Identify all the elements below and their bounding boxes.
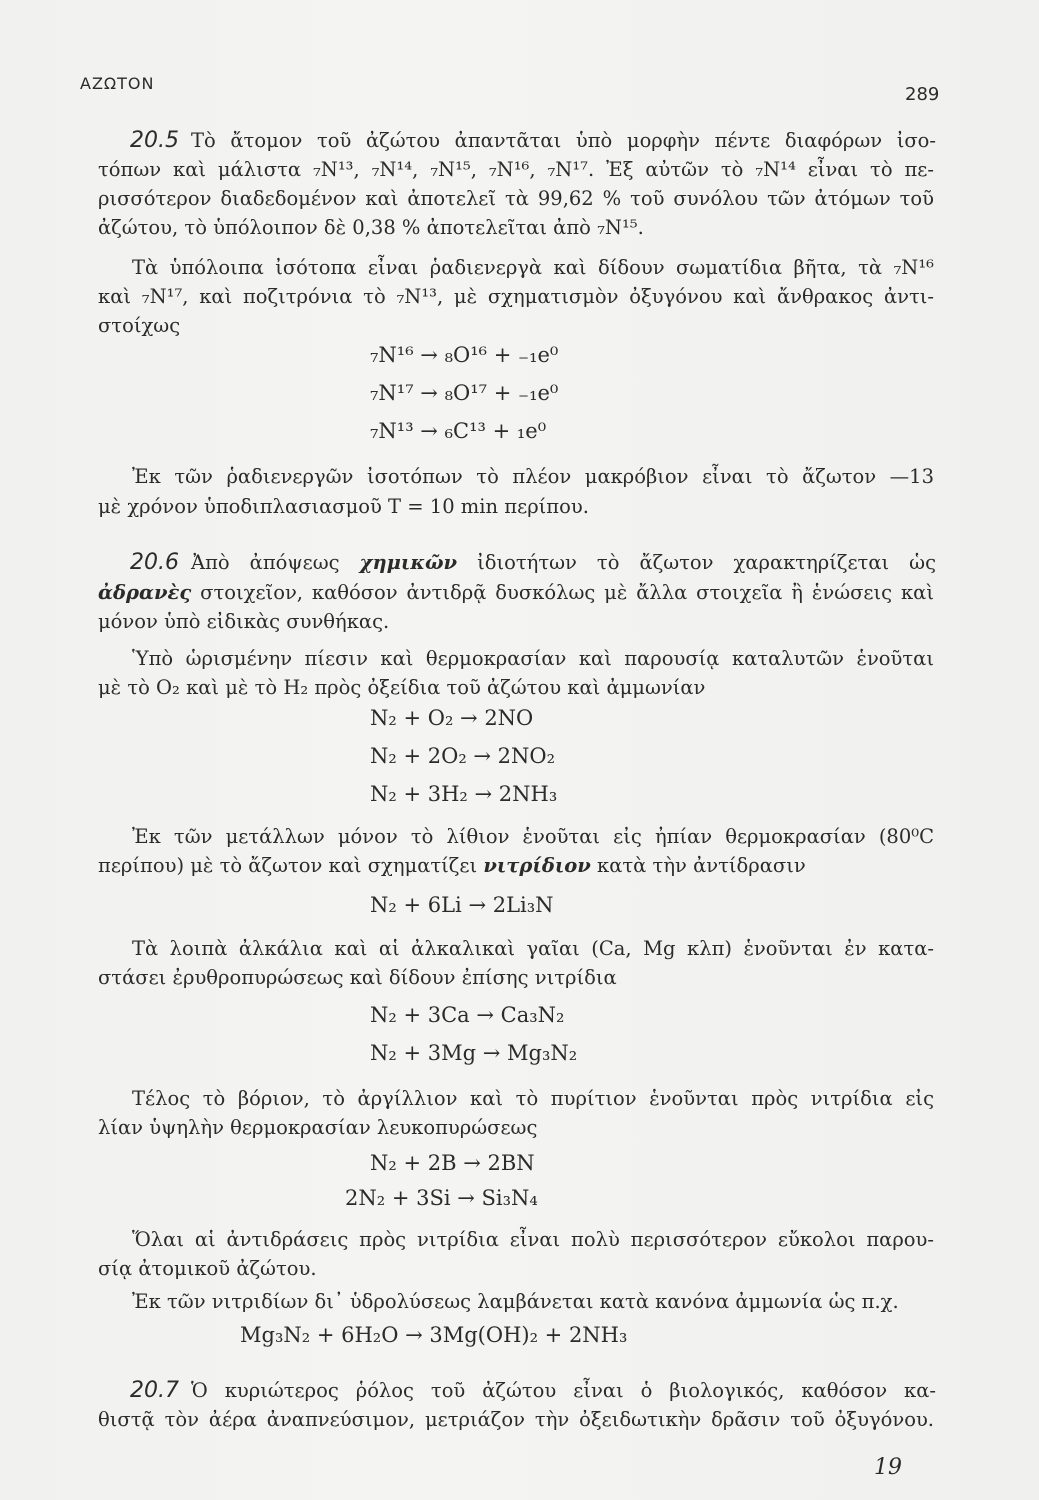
page-number: 289 (905, 84, 940, 105)
section-number: 20.6 (130, 550, 179, 575)
paragraph-line: Τέλος τὸ βόριον, τὸ ἀργίλλιον καὶ τὸ πυρίτιον ἑνοῦνται πρὸς νιτρίδια εἰς (132, 1087, 934, 1110)
paragraph-line: Ὅλαι αἱ ἀντιδράσεις πρὸς νιτρίδια εἶναι πολὺ περισσότερον εὔκολοι παρου- (132, 1228, 934, 1251)
paragraph-line: Ὑπὸ ὡρισμένην πίεσιν καὶ θερμοκρασίαν καὶ παρουσίᾳ καταλυτῶν ἑνοῦται (132, 647, 934, 670)
paragraph-line (130, 550, 936, 576)
emphasis: χημικῶν (359, 551, 458, 574)
equation: N₂ + 6Li → 2Li₃N (370, 893, 554, 917)
equation: N₂ + 3H₂ → 2NH₃ (370, 782, 558, 806)
paragraph-line: μὲ τὸ O₂ καὶ μὲ τὸ H₂ πρὸς ὀξείδια τοῦ ἀζώτου καὶ ἀμμωνίαν (98, 676, 706, 699)
running-header-title: ΑΖΩΤΟΝ (80, 74, 155, 93)
text: περίπου) μὲ τὸ ἄζωτον καὶ σχηματίζει (98, 854, 478, 877)
paragraph-line: μὲ χρόνον ὑποδιπλασιασμοῦ T = 10 min περίπου. (98, 495, 589, 518)
paragraph-line: Ἐκ τῶν νιτριδίων δι᾽ ὑδρολύσεως λαμβάνεται κατὰ κανόνα ἀμμωνία ὡς π.χ. (132, 1290, 899, 1313)
paragraph-line: σίᾳ ἀτομικοῦ ἀζώτου. (98, 1257, 317, 1280)
paragraph-line: λίαν ὑψηλὴν θερμοκρασίαν λευκοπυρώσεως (98, 1116, 538, 1139)
equation: N₂ + 3Mg → Mg₃N₂ (370, 1041, 578, 1065)
section-number: 20.7 (130, 1378, 179, 1403)
paragraph-line (98, 580, 934, 606)
equation: ₇N¹⁶ → ₈O¹⁶ + ₋₁e⁰ (370, 343, 559, 367)
equation: ₇N¹³ → ₆C¹³ + ₁e⁰ (370, 419, 547, 443)
paragraph-line: τόπων καὶ μάλιστα ₇N¹³, ₇N¹⁴, ₇N¹⁵, ₇N¹⁶, ₇N¹⁷. Ἐξ αὐτῶν τὸ ₇N¹⁴ εἶναι τὸ πε- (98, 158, 934, 181)
paragraph-line: θιστᾷ τὸν ἀέρα ἀναπνεύσιμον, μετριάζον τὴν ὀξειδωτικὴν δρᾶσιν τοῦ ὀξυγόνου. (98, 1408, 934, 1431)
emphasis: ἀδρανὲς (98, 581, 192, 604)
paragraph-line: ἀζώτου, τὸ ὑπόλοιπον δὲ 0,38 % ἀποτελεῖται ἀπὸ ₇N¹⁵. (98, 216, 644, 239)
paragraph-line: Τὰ λοιπὰ ἀλκάλια καὶ αἱ ἀλκαλικαὶ γαῖαι (Ca, Mg κλπ) ἑνοῦνται ἐν κατα- (132, 937, 934, 960)
equation: N₂ + 3Ca → Ca₃N₂ (370, 1003, 565, 1027)
equation: 2N₂ + 3Si → Si₃N₄ (345, 1186, 538, 1210)
text: ἰδιοτήτων τὸ ἄζωτον χαρακτηρίζεται ὡς (477, 551, 937, 574)
text: Ὁ κυριώτερος ῥόλος τοῦ ἀζώτου εἶναι ὁ βιολογικός, καθόσον κα- (190, 1379, 936, 1402)
equation: N₂ + 2O₂ → 2NO₂ (370, 744, 556, 768)
paragraph-line (130, 1378, 936, 1404)
paragraph-line: στάσει ἐρυθροπυρώσεως καὶ δίδουν ἐπίσης νιτρίδια (98, 966, 617, 989)
section-number: 20.5 (130, 128, 179, 153)
emphasis: νιτρίδιον (483, 854, 591, 877)
paragraph-line: Ἐκ τῶν ῥαδιενεργῶν ἰσοτόπων τὸ πλέον μακρόβιον εἶναι τὸ ἄζωτον —13 (132, 465, 934, 488)
text: κατὰ τὴν ἀντίδρασιν (597, 854, 806, 877)
paragraph-line: μόνον ὑπὸ εἰδικὰς συνθήκας. (98, 610, 390, 633)
paragraph-line: στοίχως (98, 314, 181, 337)
paragraph-line (130, 128, 936, 154)
equation: ₇N¹⁷ → ₈O¹⁷ + ₋₁e⁰ (370, 381, 559, 405)
text: Τὸ ἄτομον τοῦ ἀζώτου ἀπαντᾶται ὑπὸ μορφὴν πέντε διαφόρων ἰσο- (190, 129, 936, 152)
equation: N₂ + 2B → 2BN (370, 1151, 535, 1175)
paragraph-line (98, 853, 806, 879)
paragraph-line: Ἐκ τῶν μετάλλων μόνον τὸ λίθιον ἑνοῦται εἰς ἠπίαν θερμοκρασίαν (80⁰C (132, 825, 934, 848)
paragraph-line: καὶ ₇N¹⁷, καὶ ποζιτρόνια τὸ ₇N¹³, μὲ σχηματισμὸν ὀξυγόνου καὶ ἄνθρακος ἀντι- (98, 285, 934, 308)
equation: Mg₃N₂ + 6H₂O → 3Mg(OH)₂ + 2NH₃ (240, 1323, 628, 1347)
paragraph-line: ρισσότερον διαδεδομένον καὶ ἀποτελεῖ τὰ 99,62 % τοῦ συνόλου τῶν ἀτόμων τοῦ (98, 187, 934, 210)
paragraph-line: Τὰ ὑπόλοιπα ἰσότοπα εἶναι ῥαδιενεργὰ καὶ δίδουν σωματίδια βῆτα, τὰ ₇N¹⁶ (132, 256, 934, 279)
printer-signature-number: 19 (874, 1455, 902, 1480)
text: στοιχεῖον, καθόσον ἀντιδρᾷ δυσκόλως μὲ ἄλλα στοιχεῖα ἢ ἑνώσεις καὶ (200, 581, 934, 604)
text: Ἀπὸ ἀπόψεως (190, 551, 340, 574)
equation: N₂ + O₂ → 2NO (370, 706, 534, 730)
